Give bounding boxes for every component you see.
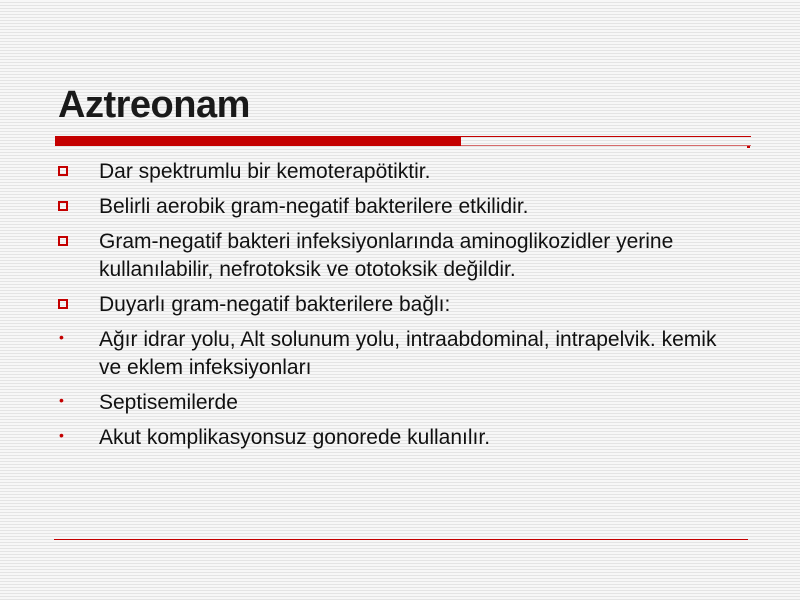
- square-bullet-icon: [58, 299, 68, 309]
- sub-bullet-item: [54, 424, 739, 452]
- title-underline-end-mark: [747, 146, 750, 148]
- bullet-text: Belirli aerobik gram-negatif bakterilere etkilidir.: [99, 195, 529, 218]
- title-underline-thin-bottom: [461, 145, 751, 146]
- sub-bullet-item: [54, 389, 739, 417]
- bullet-text: Dar spektrumlu bir kemoterapötiktir.: [99, 160, 431, 183]
- sub-bullet-item: [54, 326, 739, 382]
- bullet-item: [54, 291, 739, 319]
- bullet-item: [54, 158, 739, 186]
- bullet-text: Septisemilerde: [99, 391, 238, 414]
- dot-bullet-icon: •: [59, 427, 64, 443]
- square-bullet-icon: [58, 201, 68, 211]
- dot-bullet-icon: •: [59, 392, 64, 408]
- slide-title: Aztreonam: [58, 84, 250, 126]
- square-bullet-icon: [58, 166, 68, 176]
- title-underline-thin-top: [461, 136, 751, 137]
- bullet-list: [54, 158, 754, 459]
- bullet-item: [54, 228, 739, 284]
- dot-bullet-icon: •: [59, 329, 64, 345]
- bullet-text: Akut komplikasyonsuz gonorede kullanılır.: [99, 426, 491, 449]
- bullet-text: Duyarlı gram-negatif bakterilere bağlı:: [99, 293, 451, 316]
- bullet-item: [54, 193, 739, 221]
- square-bullet-icon: [58, 236, 68, 246]
- title-underline-thick: [55, 136, 461, 146]
- bullet-text: Gram-negatif bakteri infeksiyonlarında aminoglikozidler yerine kullanılabilir, nefrotoksik ve ototoksik değildir.: [99, 230, 674, 281]
- bullet-text: Ağır idrar yolu, Alt solunum yolu, intraabdominal, intrapelvik. kemik ve eklem infeksiyonları: [99, 328, 717, 379]
- footer-divider: [54, 539, 748, 540]
